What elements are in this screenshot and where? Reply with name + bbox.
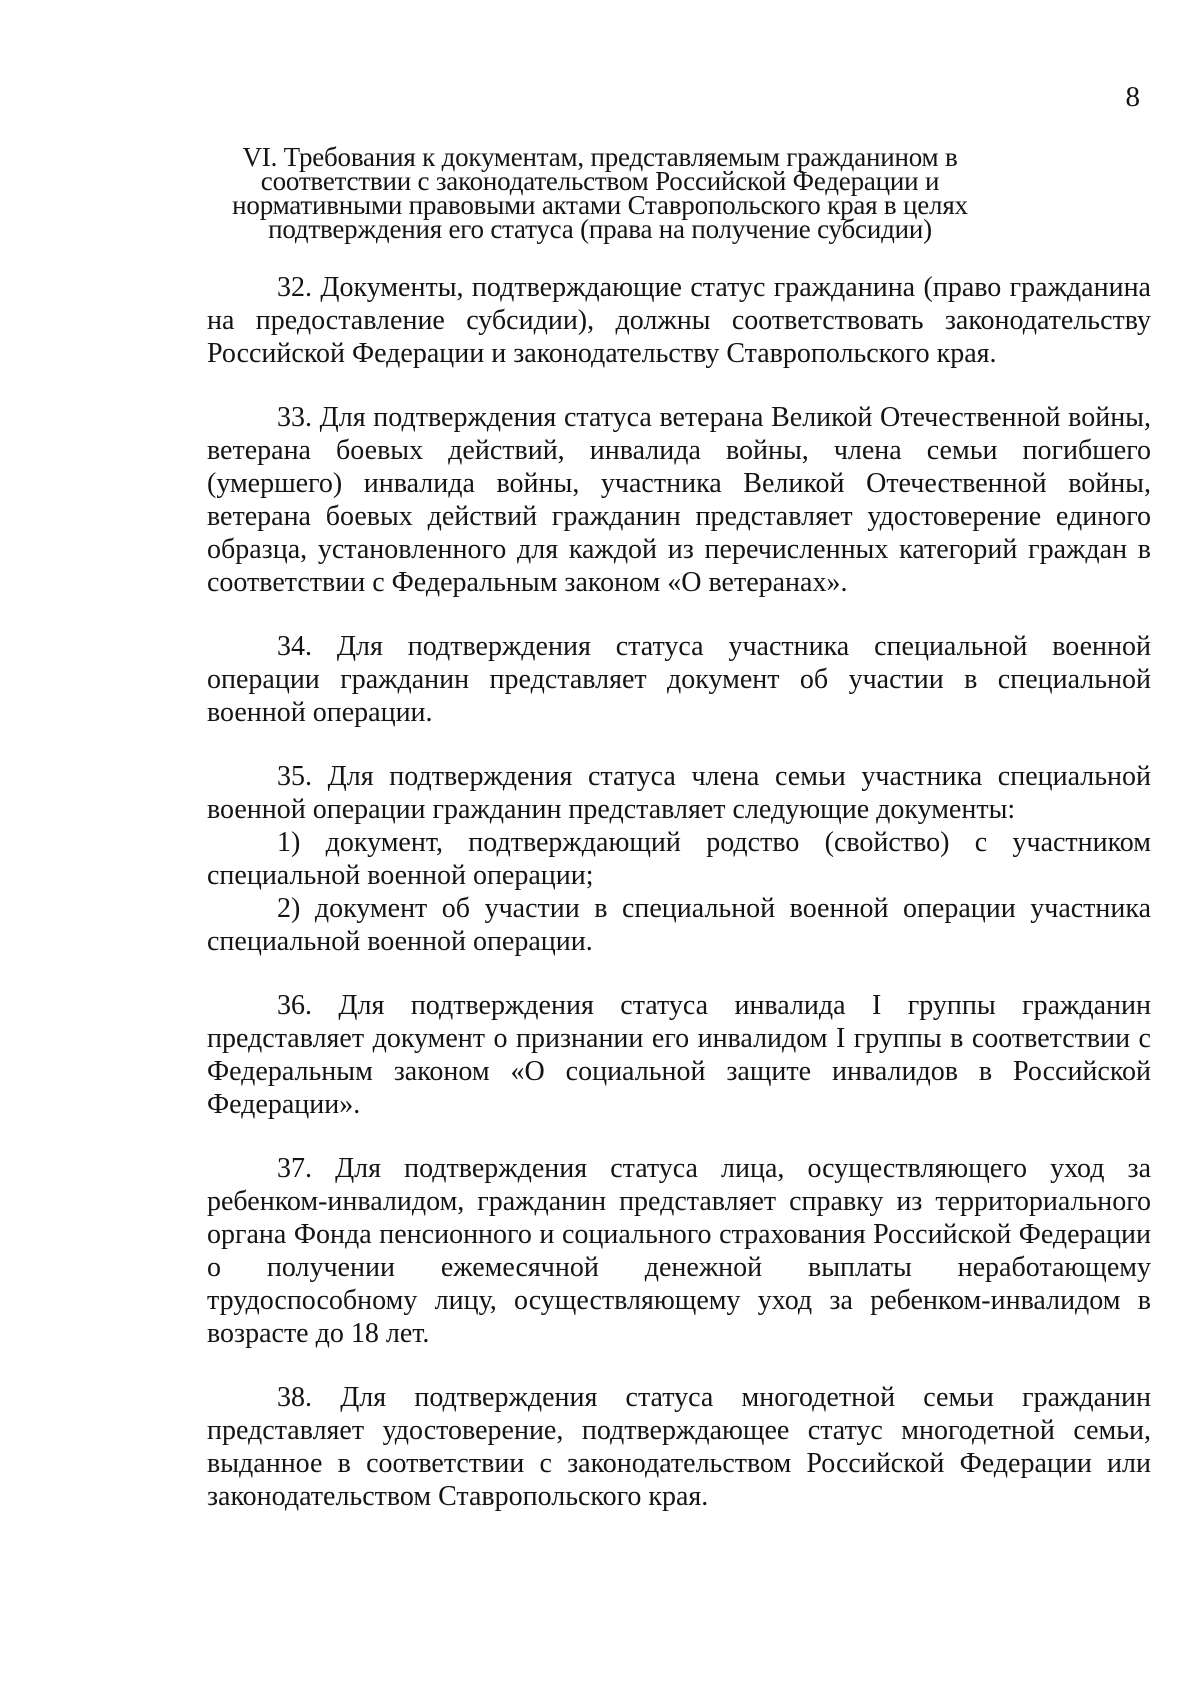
paragraph-38: 38. Для подтверждения статуса многодетной семьи гражданин представляет удостоверение, подтверждающее статус многодетной семьи, выданное в соответствии с законодательством Российской Федерации или законодательством Ставропольского края. <box>207 1382 1151 1512</box>
paragraph-35: 35. Для подтверждения статуса члена семьи участника специальной военной операции гражданин представляет следующие документы: <box>207 761 1151 825</box>
document-body <box>207 271 1151 1513</box>
paragraph-34: 34. Для подтверждения статуса участника специальной военной операции гражданин представляет документ об участии в специальной военной операции. <box>207 631 1151 728</box>
paragraph-37: 37. Для подтверждения статуса лица, осуществляющего уход за ребенком-инвалидом, гражданин представляет справку из территориального органа Фонда пенсионного и социального страхования Российской Федерации о получении ежемесячной денежной выплаты неработающему трудоспособному лицу, осуществляющему уход за ребенком-инвалидом в возрасте до 18 лет. <box>207 1153 1151 1349</box>
section-title: VI. Требования к документам, представляемым гражданином в соответствии с законодательством Российской Федерации и нормативными правовыми актами Ставропольского края в целях подтверждения его статуса (права на получение субсидии) <box>232 142 968 244</box>
page-number: 8 <box>1125 81 1140 113</box>
paragraph-33: 33. Для подтверждения статуса ветерана Великой Отечественной войны, ветерана боевых действий, инвалида войны, члена семьи погибшего (умершего) инвалида войны, участника Великой Отечественной войны, ветерана боевых действий гражданин представляет удостоверение единого образца, установленного для каждой из перечисленных категорий граждан в соответствии с Федеральным законом «О ветеранах». <box>207 402 1151 598</box>
paragraph-32: 32. Документы, подтверждающие статус гражданина (право гражданина на предоставление субсидии), должны соответствовать законодательству Российской Федерации и законодательству Ставропольского края. <box>207 272 1151 369</box>
paragraph-35-item-1: 1) документ, подтверждающий родство (свойство) с участником специальной военной операции; <box>207 827 1151 891</box>
paragraph-35-item-2: 2) документ об участии в специальной военной операции участника специальной военной операции. <box>207 893 1151 957</box>
paragraph-36: 36. Для подтверждения статуса инвалида I группы гражданин представляет документ о признании его инвалидом I группы в соответствии с Федеральным законом «О социальной защите инвалидов в Российской Федерации». <box>207 990 1151 1120</box>
